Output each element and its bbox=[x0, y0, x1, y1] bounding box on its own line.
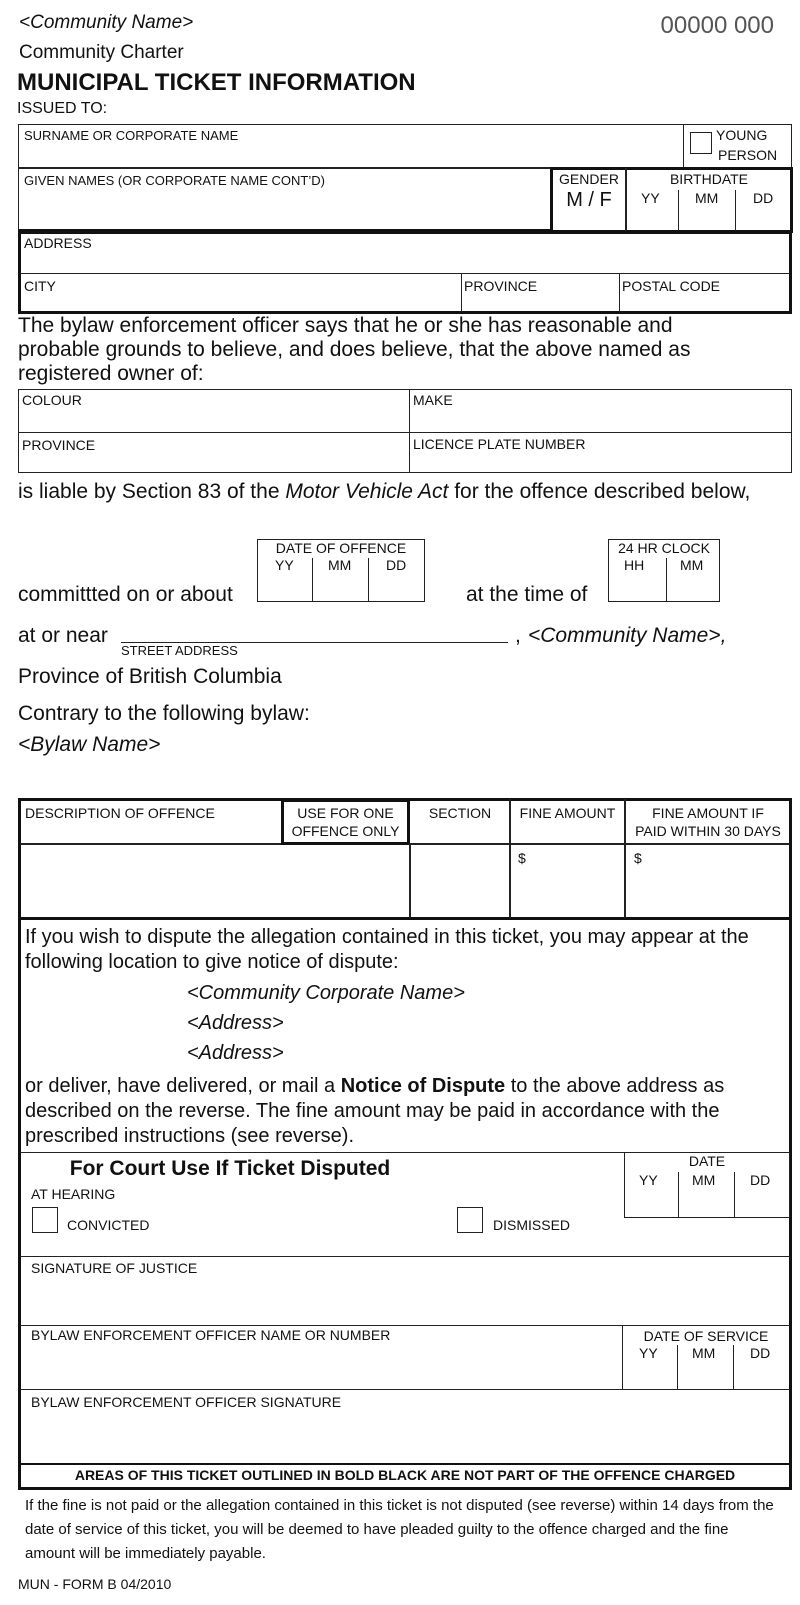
issued-to-label: ISSUED TO: bbox=[17, 100, 108, 117]
committed-label: committted on or about bbox=[18, 583, 233, 606]
surname-label: SURNAME OR CORPORATE NAME bbox=[24, 128, 239, 143]
fine30-label-2: PAID WITHIN 30 DAYS bbox=[635, 823, 781, 839]
section-field[interactable] bbox=[411, 845, 509, 917]
liable-statement: is liable by Section 83 of the Motor Vehicle Act for the offence described below, bbox=[18, 480, 751, 503]
officer-signature-label: BYLAW ENFORCEMENT OFFICER SIGNATURE bbox=[31, 1394, 342, 1410]
court-date-label: DATE bbox=[688, 1153, 726, 1169]
comma: , bbox=[515, 624, 521, 647]
young-person-checkbox[interactable] bbox=[690, 132, 712, 154]
one-offence-label-2: OFFENCE ONLY bbox=[291, 823, 400, 839]
birthdate-dd: DD bbox=[753, 190, 774, 206]
fine-dollar[interactable]: $ bbox=[518, 850, 526, 866]
vehicle-province-label: PROVINCE bbox=[22, 437, 96, 453]
province-bc: Province of British Columbia bbox=[18, 665, 282, 688]
gender-label: GENDER bbox=[559, 171, 619, 187]
bylaw-name: <Bylaw Name> bbox=[18, 733, 161, 756]
convicted-label: CONVICTED bbox=[67, 1217, 150, 1233]
charter-label: Community Charter bbox=[19, 42, 184, 63]
time-of-label: at the time of bbox=[466, 583, 588, 606]
at-hearing-label: AT HEARING bbox=[31, 1186, 116, 1202]
postal-code-label: POSTAL CODE bbox=[622, 278, 721, 294]
court-mm: MM bbox=[692, 1172, 716, 1188]
description-label: DESCRIPTION OF OFFENCE bbox=[25, 805, 215, 821]
service-yy: YY bbox=[639, 1345, 658, 1361]
court-yy: YY bbox=[639, 1172, 658, 1188]
court-dd: DD bbox=[750, 1172, 771, 1188]
offence-dd: DD bbox=[386, 557, 407, 573]
make-label: MAKE bbox=[413, 392, 453, 408]
fine30-dollar[interactable]: $ bbox=[634, 850, 642, 866]
young-person-label-2: PERSON bbox=[718, 147, 778, 163]
address-line-1: <Address> bbox=[187, 1012, 284, 1034]
offence-date-label: DATE OF OFFENCE bbox=[275, 540, 407, 556]
colour-label: COLOUR bbox=[22, 392, 82, 408]
description-field[interactable] bbox=[20, 845, 409, 917]
address-line-2: <Address> bbox=[187, 1042, 284, 1064]
officer-signature-field[interactable] bbox=[20, 1411, 790, 1463]
birthdate-label: BIRTHDATE bbox=[669, 171, 749, 187]
areas-note: AREAS OF THIS TICKET OUTLINED IN BOLD BLACK ARE NOT PART OF THE OFFENCE CHARGED bbox=[74, 1467, 736, 1483]
officer-name-field[interactable] bbox=[20, 1345, 622, 1389]
city-label: CITY bbox=[24, 278, 56, 294]
one-offence-label-1: USE FOR ONE bbox=[297, 805, 394, 821]
given-names-label: GIVEN NAMES (OR CORPORATE NAME CONT’D) bbox=[24, 173, 325, 188]
community-name: <Community Name> bbox=[19, 12, 194, 33]
clock-hh: HH bbox=[624, 557, 645, 573]
birthdate-yy: YY bbox=[641, 190, 660, 206]
gender-value[interactable]: M / F bbox=[566, 189, 612, 211]
justice-signature-field[interactable] bbox=[20, 1277, 790, 1324]
contrary-label: Contrary to the following bylaw: bbox=[18, 702, 310, 725]
dispute-intro: If you wish to dispute the allegation contained in this ticket, you may appear at the following location to give notice of dispute: bbox=[25, 926, 749, 973]
dismissed-checkbox[interactable] bbox=[457, 1207, 483, 1233]
address-label: ADDRESS bbox=[24, 235, 92, 251]
clock-label: 24 HR CLOCK bbox=[618, 540, 710, 556]
dispute-deliver: or deliver, have delivered, or mail a Notice of Dispute to the above address as described on the reverse. The fine amount may be paid in accordance with the prescribed instructions (see reverse). bbox=[25, 1075, 725, 1147]
plate-label: LICENCE PLATE NUMBER bbox=[413, 436, 586, 452]
court-title: For Court Use If Ticket Disputed bbox=[69, 1157, 391, 1180]
birthdate-mm: MM bbox=[695, 190, 719, 206]
vehicle-block[interactable] bbox=[18, 389, 792, 473]
page-title: MUNICIPAL TICKET INFORMATION bbox=[17, 69, 416, 96]
officer-statement: The bylaw enforcement officer says that he or she has reasonable and probable grounds to believe, and does believe, that the above named as registered owner of: bbox=[18, 314, 691, 385]
location-community: <Community Name>, bbox=[528, 624, 727, 647]
fine-label: FINE AMOUNT bbox=[519, 805, 616, 821]
offence-mm: MM bbox=[328, 557, 352, 573]
form-id: MUN - FORM B 04/2010 bbox=[18, 1576, 172, 1592]
street-address-label: STREET ADDRESS bbox=[121, 643, 238, 658]
convicted-checkbox[interactable] bbox=[32, 1207, 58, 1233]
province-label: PROVINCE bbox=[464, 278, 538, 294]
clock-mm: MM bbox=[680, 557, 704, 573]
justice-signature-label: SIGNATURE OF JUSTICE bbox=[31, 1260, 198, 1276]
young-person-label-1: YOUNG bbox=[716, 127, 768, 143]
at-or-near-label: at or near bbox=[18, 624, 108, 647]
service-mm: MM bbox=[692, 1345, 716, 1361]
section-label: SECTION bbox=[428, 805, 492, 821]
footer-notice: If the fine is not paid or the allegation contained in this ticket is not disputed (see reverse) within 14 days from the date of service of this ticket, you will be deemed to have pleaded guilty to the offence charged and the fine amount will be immediately payable. bbox=[25, 1497, 774, 1562]
service-dd: DD bbox=[750, 1345, 771, 1361]
dismissed-label: DISMISSED bbox=[493, 1217, 571, 1233]
officer-name-label: BYLAW ENFORCEMENT OFFICER NAME OR NUMBER bbox=[31, 1327, 391, 1343]
corp-name: <Community Corporate Name> bbox=[187, 982, 465, 1004]
date-of-service-label: DATE OF SERVICE bbox=[643, 1328, 769, 1344]
fine30-label-1: FINE AMOUNT IF bbox=[652, 805, 764, 821]
offence-yy: YY bbox=[275, 557, 294, 573]
ticket-number: 00000 000 bbox=[660, 12, 774, 39]
